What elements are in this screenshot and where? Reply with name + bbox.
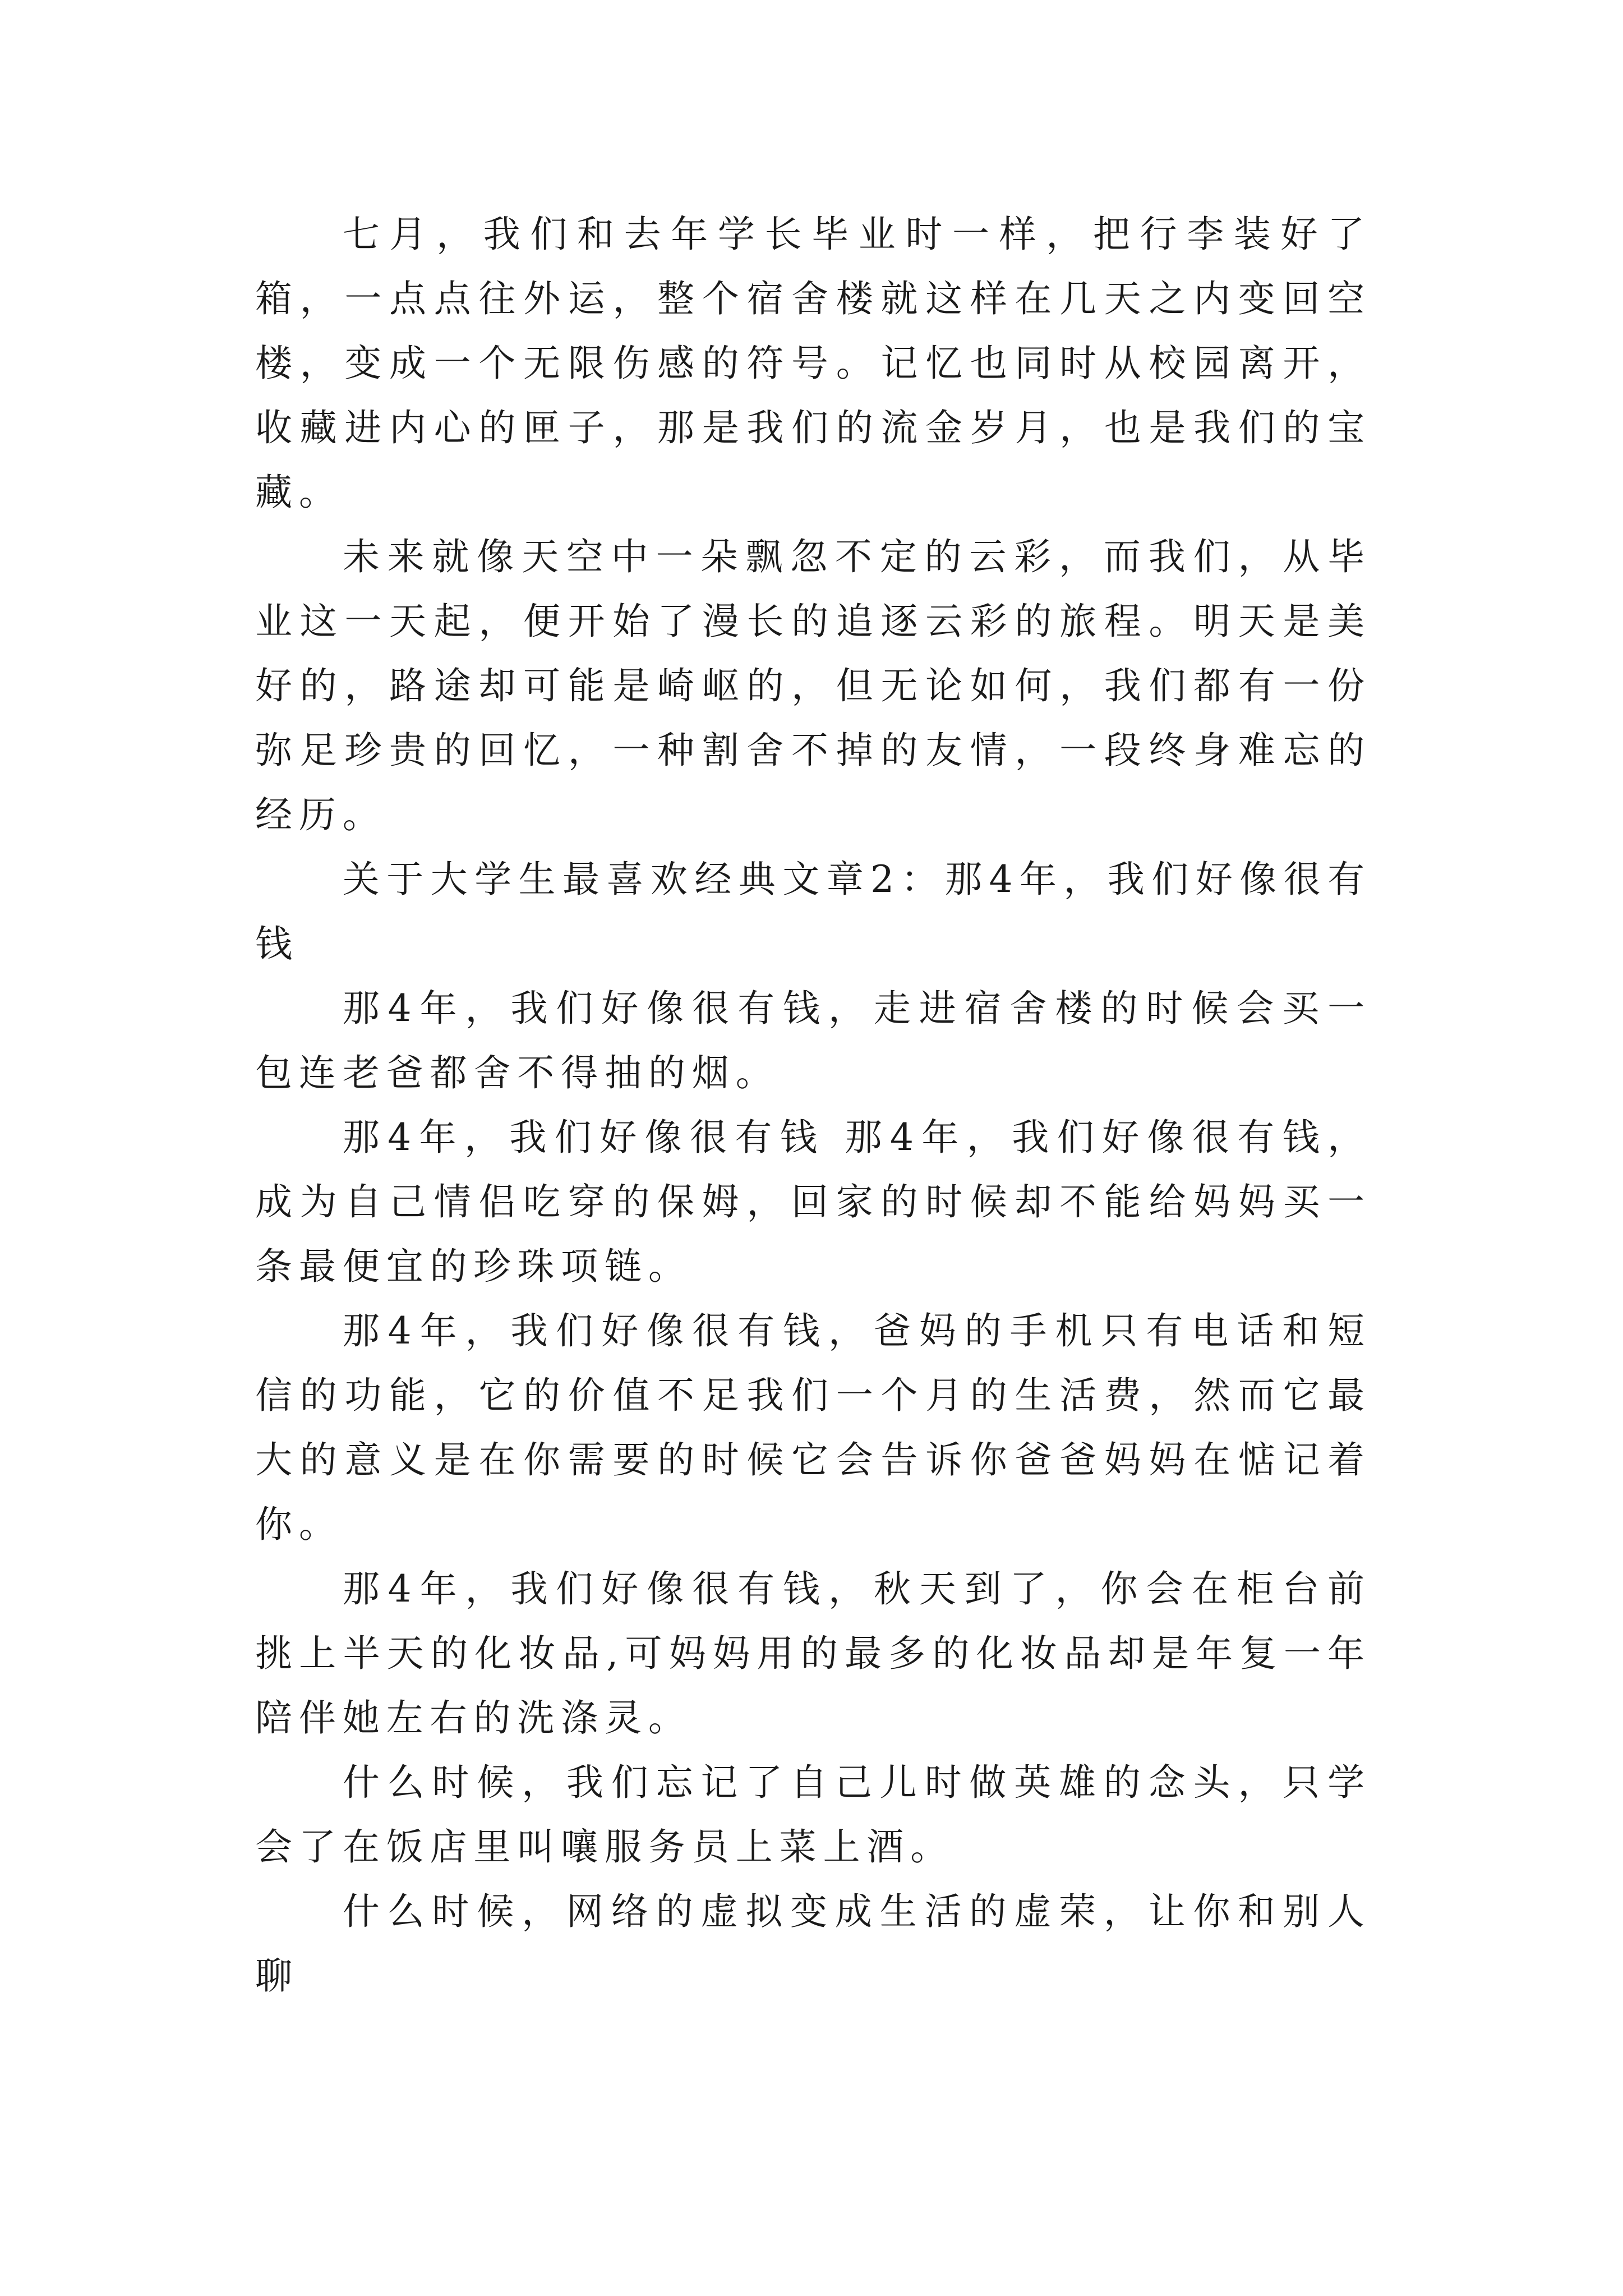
paragraph-childhood-hero: 什么时候，我们忘记了自己儿时做英雄的念头，只学会了在饭店里叫嚷服务员上菜上酒。 (255, 1761, 1371, 1869)
paragraph-graduation-move-out: 七月，我们和去年学长毕业时一样，把行李装好了箱，一点点往外运，整个宿舍楼就这样在几天之内变回空楼，变成一个无限伤感的符号。记忆也同时从校园离开，收藏进内心的匣子，那是我们的流金岁月，也是我们的宝藏。 (255, 213, 1371, 514)
paragraph-parents-phone: 那4年，我们好像很有钱，爸妈的手机只有电话和短信的功能，它的价值不足我们一个月的生活费，然而它最大的意义是在你需要的时候它会告诉你爸爸妈妈在惦记着你。 (255, 1309, 1371, 1546)
section-heading-article-2: 关于大学生最喜欢经典文章2：那4年，我们好像很有钱 (255, 858, 1371, 965)
paragraph-cosmetics: 那4年，我们好像很有钱，秋天到了，你会在柜台前挑上半天的化妆品,可妈妈用的最多的化妆品却是年复一年陪伴她左右的洗涤灵。 (255, 1567, 1371, 1740)
paragraph-pearl-necklace: 那4年，我们好像很有钱 那4年，我们好像很有钱，成为自己情侣吃穿的保姆，回家的时候却不能给妈妈买一条最便宜的珍珠项链。 (255, 1116, 1371, 1288)
paragraph-future-clouds: 未来就像天空中一朵飘忽不定的云彩，而我们，从毕业这一天起，便开始了漫长的追逐云彩的旅程。明天是美好的，路途却可能是崎岖的，但无论如何，我们都有一份弥足珍贵的回忆，一种割舍不掉的友情，一段终身难忘的经历。 (255, 535, 1371, 836)
paragraph-cigarettes: 那4年，我们好像很有钱，走进宿舍楼的时候会买一包连老爸都舍不得抽的烟。 (255, 987, 1371, 1094)
article-body (255, 202, 1371, 2008)
paragraph-online-vanity: 什么时候，网络的虚拟变成生活的虚荣，让你和别人聊 (255, 1890, 1371, 1998)
